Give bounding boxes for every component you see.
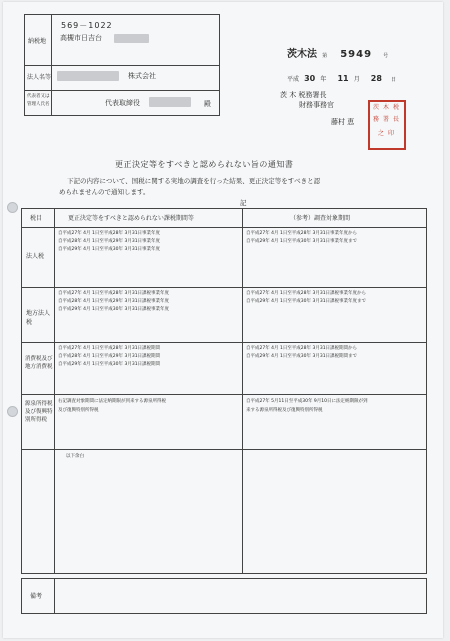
- body-line-2: められませんので通知します。: [59, 188, 150, 196]
- issuer-name: 藤村 恵: [331, 118, 355, 126]
- honorific: 殿: [204, 100, 211, 108]
- body-line-1: 下記の内容について、国税に関する実地の調査を行った結果、更正決定等をすべきと認: [67, 177, 321, 185]
- representative-title: 代表取締役: [105, 99, 140, 107]
- notice-document: [3, 2, 443, 638]
- number-mark: 第: [322, 53, 328, 59]
- document-title: 更正決定等をすべきと認められない旨の通知書: [115, 160, 294, 169]
- header-tax-type: 税目: [30, 215, 43, 222]
- official-seal: 茨 木 税 務 署 長 之 印: [368, 100, 406, 150]
- ki-mark: 記: [240, 199, 247, 207]
- number-suffix: 号: [383, 53, 389, 59]
- remarks-label: 備考: [30, 593, 43, 600]
- below-blank-note: 以下余白: [66, 454, 84, 459]
- representative-label-2: 管理人氏名: [27, 102, 50, 107]
- company-suffix: 株式会社: [128, 72, 156, 80]
- postal-code: 569－1022: [61, 21, 113, 30]
- remarks-box: [21, 578, 427, 614]
- punch-hole-bottom: [7, 406, 18, 417]
- redacted-company-name: [57, 71, 119, 81]
- redacted-address: [114, 34, 149, 43]
- reference-number: [287, 42, 388, 61]
- tax-type-consumption: 消費税及び地方消費税: [25, 356, 53, 370]
- addressee-box: [24, 14, 220, 116]
- name-label: 法人名等: [27, 74, 52, 81]
- address-label: 納税地: [28, 38, 47, 45]
- punch-hole-top: [7, 202, 18, 213]
- tax-type-corporate: 法人税: [26, 253, 45, 260]
- findings-table: 税目 更正決定等をすべきと認められない課税期間等 （参考）調査対象期間 法人税 自平成27年 4月 1日至平成28年 3月31日事業年度 自平成28年 4月 1日至平成29年 3月31日事業年度 自平成29年 4月 1日至平成30年 3月31日事業年度 自平成27年 4月 1日至平成28年 3月31日事業年度から 自平成29年 4月 1日至平成30年 3月31日事業年度まで 地方法人税 自平成27年 4月 1日至平成28年 3月31日課税事業年度 自平成28年 4月 1日至平成29年 3月31日課税事業年度 自平成29年 4月 1日至平成30年 3月31日課税事業年度 自平成27年 4月 1日至平成28年 3月31日課税事業年度から 自平成29年 4月 1日至平成30年 3月31日課税事業年度まで 消費税及び地方消費税 自平成27年 4月 1日至平成28年 3月31日課税期間 自平成28年 4月 1日至平成29年 3月31日課税期間 自平成29年 4月 1日至平成30年 3月31日課税期間 自平成27年 4月 1日至平成28年 3月31日課税期間から 自平成29年 4月 1日至平成30年 3月31日課税期間まで 源泉所得税及び復興特別所得税 右記調査対象期間に法定納期限が到来する源泉所得税 及び復興特別所得税 自平成27年 5月11日至平成30年 9月10日に法定納期限が到 来する源泉所得税及び復興特別所得税 以下余白: [21, 208, 427, 574]
- issuer-office: 茨 木 税務署長: [280, 91, 327, 99]
- tax-type-withholding: 源泉所得税及び復興特別所得税: [25, 401, 53, 423]
- doc-number: 5949: [340, 49, 373, 60]
- redacted-representative: [149, 97, 191, 107]
- tax-type-local-corporate: 地方法人税: [26, 310, 51, 326]
- address-text: 高槻市日吉台: [60, 34, 102, 42]
- office-code: 茨木法: [287, 49, 317, 60]
- issue-date: 平成 30 年 11 月 28 日: [287, 74, 397, 83]
- header-col-a: 更正決定等をすべきと認められない課税期間等: [68, 215, 194, 222]
- header-col-b: （参考）調査対象期間: [290, 215, 351, 222]
- issuer-officer: 財務事務官: [299, 101, 334, 109]
- representative-label-1: 代表者又は: [27, 94, 50, 99]
